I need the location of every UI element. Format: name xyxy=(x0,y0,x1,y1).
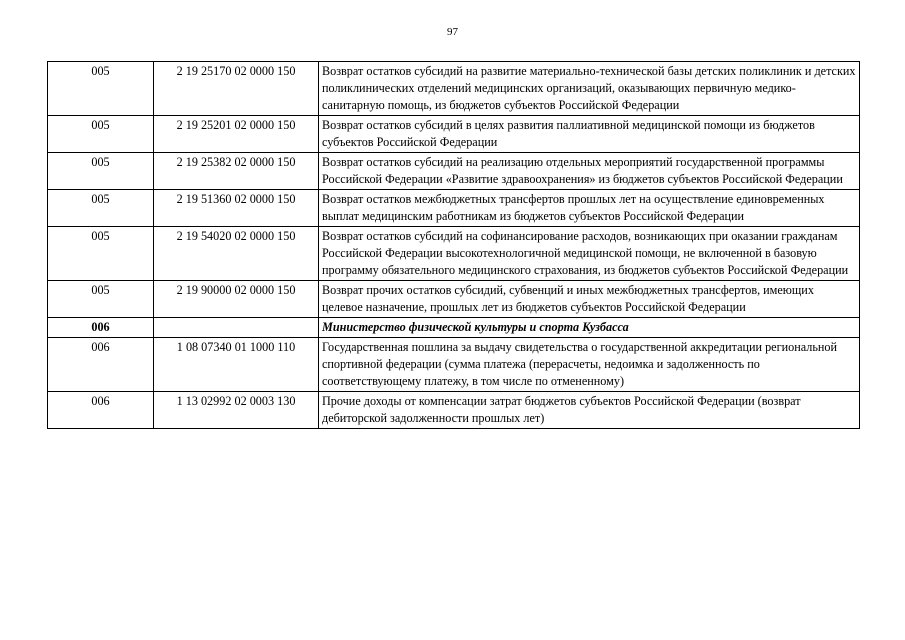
description-cell: Возврат остатков межбюджетных трансфертов прошлых лет на осуществление единовременных выплат медицинским работникам из бюджетов субъектов Российской Федерации xyxy=(319,190,860,227)
budget-code-cell: 2 19 90000 02 0000 150 xyxy=(154,281,319,318)
table-row xyxy=(48,227,860,281)
description-cell: Возврат остатков субсидий в целях развития паллиативной медицинской помощи из бюджетов субъектов Российской Федерации xyxy=(319,116,860,153)
administrator-code-cell: 005 xyxy=(48,281,154,318)
budget-code-cell: 1 13 02992 02 0003 130 xyxy=(154,392,319,429)
budget-code-cell: 1 08 07340 01 1000 110 xyxy=(154,338,319,392)
description-cell: Возврат прочих остатков субсидий, субвенций и иных межбюджетных трансфертов, имеющих целевое назначение, прошлых лет из бюджетов субъектов Российской Федерации xyxy=(319,281,860,318)
ministry-name-cell: Министерство физической культуры и спорта Кузбасса xyxy=(319,318,860,338)
administrator-code-cell: 005 xyxy=(48,227,154,281)
administrator-code-cell: 006 xyxy=(48,392,154,429)
table-row xyxy=(48,338,860,392)
description-cell: Возврат остатков субсидий на реализацию отдельных мероприятий государственной программы Российской Федерации «Развитие здравоохранения» из бюджетов субъектов Российской Федерации xyxy=(319,153,860,190)
administrator-code-cell: 005 xyxy=(48,116,154,153)
administrator-code-cell: 005 xyxy=(48,62,154,116)
description-cell: Возврат остатков субсидий на софинансирование расходов, возникающих при оказании гражданам Российской Федерации высокотехнологичной медицинской помощи, не включенной в базовую программу обязательного медицинского страхования, из бюджетов субъектов Российской Федерации xyxy=(319,227,860,281)
administrator-code-cell: 006 xyxy=(48,338,154,392)
description-cell: Прочие доходы от компенсации затрат бюджетов субъектов Российской Федерации (возврат дебиторской задолженности прошлых лет) xyxy=(319,392,860,429)
table-row xyxy=(48,62,860,116)
table-row xyxy=(48,281,860,318)
budget-code-cell xyxy=(154,318,319,338)
budget-code-cell: 2 19 25382 02 0000 150 xyxy=(154,153,319,190)
page-number: 97 xyxy=(447,26,458,38)
description-cell: Государственная пошлина за выдачу свидетельства о государственной аккредитации региональной спортивной федерации (сумма платежа (перерасчеты, недоимка и задолженность по соответствующему платежу, в том числе по отмененному) xyxy=(319,338,860,392)
administrator-code-cell: 005 xyxy=(48,190,154,227)
table-row xyxy=(48,116,860,153)
budget-code-cell: 2 19 25201 02 0000 150 xyxy=(154,116,319,153)
description-cell: Возврат остатков субсидий на развитие материально-технической базы детских поликлиник и детских поликлинических отделений медицинских организаций, оказывающих первичную медико-санитарную помощь, из бюджетов субъектов Российской Федерации xyxy=(319,62,860,116)
administrator-code-cell: 005 xyxy=(48,153,154,190)
budget-code-cell: 2 19 25170 02 0000 150 xyxy=(154,62,319,116)
budget-classification-table xyxy=(47,61,860,429)
table-row xyxy=(48,392,860,429)
administrator-code-cell: 006 xyxy=(48,318,154,338)
table-row xyxy=(48,153,860,190)
table-row xyxy=(48,190,860,227)
budget-code-cell: 2 19 54020 02 0000 150 xyxy=(154,227,319,281)
budget-code-cell: 2 19 51360 02 0000 150 xyxy=(154,190,319,227)
ministry-heading-row xyxy=(48,318,860,338)
